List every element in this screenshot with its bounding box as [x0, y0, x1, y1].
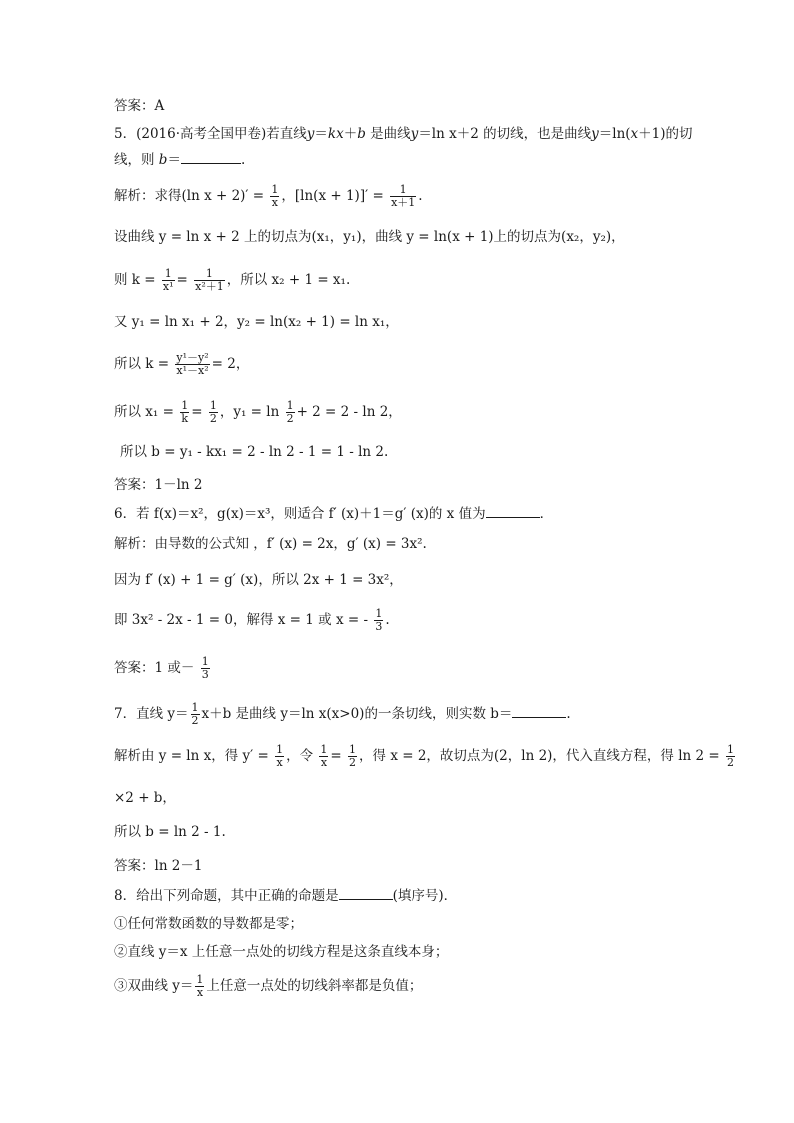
q5-text: 若直线 [266, 126, 307, 142]
fraction [275, 744, 284, 769]
solution-6-line3 [114, 608, 390, 633]
solution-7-line2: ×2 + b， [114, 790, 176, 806]
q5-text: ＝ [314, 126, 328, 142]
fraction [209, 400, 218, 425]
q5-var: x [630, 126, 639, 142]
frac-num: 1 [196, 973, 204, 986]
q8-option-2: ②直线 y＝x 上任意一点处的切线方程是这条直线本身； [114, 944, 449, 960]
sol-text: 解析：求得(ln x + 2)′ = [114, 188, 265, 204]
solution-5-line7: 所以 b = y₁ - kx₁ = 2 - ln 2 - 1 = 1 - ln 2. [120, 444, 389, 460]
frac-num: 1 [286, 399, 294, 412]
q5-var: kx [327, 126, 344, 142]
sol-text: ，y₁ = ln [219, 404, 280, 420]
question-5-line1 [114, 124, 693, 144]
q5-text: ＋ [343, 126, 358, 142]
sol-text: + 2 = 2 - ln 2， [296, 404, 402, 420]
fraction [319, 744, 328, 769]
frac-den: x [271, 196, 279, 209]
frac-den: x¹ [162, 280, 174, 293]
q5-text: ＋1)的切 [638, 126, 693, 142]
q8-option-1: ①任何常数函数的导数都是零； [114, 916, 303, 932]
fraction [286, 400, 295, 425]
q5-var: b [357, 126, 366, 142]
solution-5-line2: 设曲线 y = ln x + 2 上的切点为(x₁，y₁)，曲线 y = ln(x + 1)上的切点为(x₂，y₂)， [114, 229, 625, 245]
fraction [348, 744, 357, 769]
frac-den: 2 [727, 756, 735, 769]
frac-den: 3 [375, 620, 383, 633]
q8-text: ③双曲线 y＝ [114, 978, 194, 994]
answer-blank[interactable] [512, 705, 566, 718]
question-5-line2 [114, 150, 245, 170]
q5-source: (2016·高考全国甲卷) [136, 126, 267, 142]
frac-num: 1 [271, 183, 279, 196]
solution-7-line3: 所以 b = ln 2 - 1. [114, 824, 226, 840]
sol-text: 解析由 y = ln x，得 y′ = [114, 748, 269, 764]
frac-num: 1 [320, 743, 328, 756]
answer-q7: 答案：ln 2－1 [114, 858, 203, 874]
question-8 [114, 886, 457, 906]
q7-text: . [566, 706, 571, 722]
fraction [195, 974, 204, 999]
frac-den: x²＋1 [195, 280, 224, 293]
sol-text: ，令 [286, 748, 314, 764]
frac-den: 2 [286, 412, 294, 425]
q6-text: 6．若 f(x)＝x²，g(x)＝x³，则适合 f′ (x)＋1＝g′ (x)的 x 值为 [114, 506, 486, 522]
frac-den: 2 [209, 412, 217, 425]
answer-blank[interactable] [339, 887, 393, 900]
sol-text: 所以 k = [114, 356, 170, 372]
frac-den: 2 [349, 756, 357, 769]
q5-text: ＝ln( [598, 126, 631, 142]
q8-option-3 [114, 974, 422, 999]
q7-text: 7．直线 y＝ [114, 706, 189, 722]
fraction [726, 744, 735, 769]
question-7 [114, 702, 571, 727]
frac-num: 1 [201, 655, 209, 668]
frac-num: 1 [209, 399, 217, 412]
sol-text: ，[ln(x + 1)]′ = [281, 188, 384, 204]
answer-blank[interactable] [181, 151, 241, 164]
frac-num: 1 [276, 743, 284, 756]
fraction [194, 268, 225, 293]
fraction [374, 608, 383, 633]
frac-den: 3 [201, 668, 209, 681]
sol-text: 即 3x² - 2x - 1 = 0，解得 x = 1 或 x = - [114, 612, 369, 628]
q8-text: (填序号)． [392, 888, 458, 904]
question-6 [114, 504, 553, 524]
frac-den: x＋1 [391, 196, 416, 209]
sol-text: 则 k = [114, 272, 156, 288]
q5-var: y [306, 126, 315, 142]
frac-num: y¹－y² [176, 351, 209, 364]
frac-num: 1 [162, 268, 175, 281]
sol-text: = [330, 748, 342, 764]
q5-number: 5． [114, 126, 137, 142]
q5-text: . [240, 152, 246, 168]
q5-text: ＝ [167, 152, 181, 168]
q5-text: 线，则 [114, 152, 155, 168]
q5-var: b [158, 152, 168, 168]
q8-text: 8．给出下列命题，其中正确的命题是 [114, 888, 339, 904]
answer-blank[interactable] [486, 505, 540, 518]
answer-q4: 答案：A [114, 98, 165, 114]
fraction [162, 268, 175, 293]
fraction [390, 184, 416, 209]
sol-text: ，所以 x₂ + 1 = x₁. [226, 272, 351, 288]
fraction [270, 184, 279, 209]
answer-q5: 答案：1－ln 2 [114, 477, 203, 493]
solution-5-line5 [114, 352, 249, 377]
q8-text: 上任意一点处的切线斜率都是负值； [206, 978, 423, 994]
fraction [201, 656, 210, 681]
solution-5-line4: 又 y₁ = ln x₁ + 2，y₂ = ln(x₂ + 1) = ln x₁， [114, 314, 399, 330]
answer-text: 答案：1 或－ [114, 660, 195, 676]
fraction [180, 400, 189, 425]
solution-7-line1 [114, 744, 737, 769]
frac-num: 1 [191, 701, 199, 714]
frac-den: x [196, 986, 204, 999]
frac-num: 1 [390, 184, 416, 197]
sol-text: = 2， [211, 356, 250, 372]
answer-q6 [114, 656, 212, 681]
sol-text: . [418, 188, 423, 204]
frac-den: x [276, 756, 283, 769]
q5-var: y [591, 126, 599, 142]
q7-text: x＋b 是曲线 y＝ln x(x>0)的一条切线，则实数 b＝ [201, 706, 513, 722]
solution-5-line6 [114, 400, 402, 425]
sol-text: 所以 x₁ = [114, 404, 174, 420]
frac-num: 1 [181, 399, 189, 412]
solution-6-line1: 解析：由导数的公式知 ，f′ (x) = 2x，g′ (x) = 3x². [114, 536, 427, 552]
frac-den: x¹－x² [176, 364, 209, 377]
q5-text: 是曲线 [365, 126, 411, 142]
fraction [175, 352, 209, 377]
frac-den: x [320, 756, 328, 769]
solution-5-line1 [114, 184, 423, 209]
sol-text: ，得 x = 2，故切点为(2，ln 2)，代入直线方程，得 ln 2 = [359, 748, 720, 764]
frac-num: 1 [375, 607, 383, 620]
sol-text: . [385, 612, 390, 628]
solution-5-line3 [114, 268, 350, 293]
q6-text: ． [539, 506, 554, 522]
sol-text: = [176, 272, 188, 288]
solution-6-line2: 因为 f′ (x) + 1 = g′ (x)，所以 2x + 1 = 3x²， [114, 572, 403, 588]
sol-text: = [191, 404, 203, 420]
frac-den: 2 [191, 714, 199, 727]
frac-num: 1 [349, 743, 357, 756]
q5-var: y [410, 126, 419, 142]
q5-text: ＝ln x＋2 [418, 126, 479, 142]
q5-text: 的切线，也是曲线 [478, 126, 592, 142]
fraction [191, 702, 200, 727]
frac-den: k [181, 412, 189, 425]
frac-num: 1 [727, 743, 735, 756]
frac-num: 1 [194, 268, 225, 281]
